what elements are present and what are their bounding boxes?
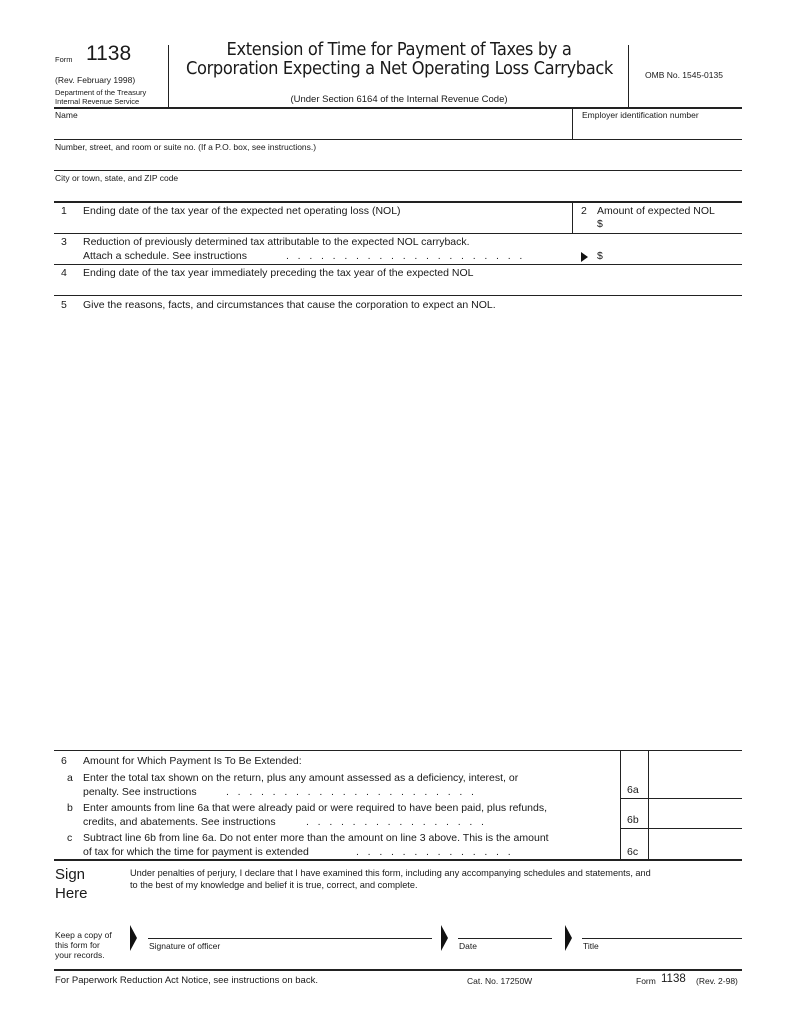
footer-form-number: 1138 bbox=[661, 973, 686, 985]
line-1-text: Ending date of the tax year of the expected net operating loss (NOL) bbox=[83, 205, 401, 217]
line-2-dollar: $ bbox=[597, 218, 603, 230]
title-input[interactable] bbox=[582, 922, 738, 936]
street-label: Number, street, and room or suite no. (If a P.O. box, see instructions.) bbox=[55, 142, 317, 152]
footer-form-word: Form bbox=[636, 976, 656, 986]
catalog-number: Cat. No. 17250W bbox=[467, 976, 533, 986]
irs-line: Internal Revenue Service bbox=[55, 97, 140, 106]
line-5-textarea[interactable] bbox=[83, 318, 733, 738]
street-input[interactable] bbox=[58, 154, 738, 168]
line-6a-text-2: penalty. See instructions bbox=[83, 786, 197, 798]
omb-number: OMB No. 1545-0135 bbox=[645, 70, 723, 80]
line-4-input[interactable] bbox=[83, 281, 583, 294]
form-word: Form bbox=[55, 55, 73, 64]
line-3-arrow-icon bbox=[581, 252, 588, 262]
here-label: Here bbox=[55, 885, 88, 902]
footer-revision: (Rev. 2-98) bbox=[696, 976, 738, 986]
revision-date: (Rev. February 1998) bbox=[55, 75, 136, 85]
paperwork-notice: For Paperwork Reduction Act Notice, see instructions on back. bbox=[55, 975, 318, 986]
form-title-line2: Corporation Expecting a Net Operating Loss Carryback bbox=[186, 59, 613, 79]
line-6b-leader: . . . . . . . . . . . . . . . . bbox=[306, 816, 484, 828]
perjury-statement-2: to the best of my knowledge and belief it is true, correct, and complete. bbox=[130, 880, 418, 890]
form-title-line1: Extension of Time for Payment of Taxes by a bbox=[226, 40, 572, 60]
box-6a-label: 6a bbox=[627, 784, 639, 796]
title-label: Title bbox=[583, 941, 599, 951]
line-2-number: 2 bbox=[581, 205, 587, 217]
name-input[interactable] bbox=[58, 122, 563, 136]
line-6-heading: Amount for Which Payment Is To Be Extended: bbox=[83, 755, 302, 767]
ein-input[interactable] bbox=[582, 122, 737, 136]
form-number: 1138 bbox=[86, 42, 132, 65]
line-6b-text: Enter amounts from line 6a that were already paid or were required to have been paid, plus refunds, bbox=[83, 802, 548, 814]
keep-copy-note: Keep a copy of this form for your records. bbox=[55, 930, 112, 960]
line-6c-text-2: of tax for which the time for payment is extended bbox=[83, 846, 309, 858]
line-3-number: 3 bbox=[61, 236, 67, 248]
line-6b-input[interactable] bbox=[652, 814, 738, 827]
date-input[interactable] bbox=[458, 922, 550, 936]
box-6c-label: 6c bbox=[627, 846, 639, 858]
line-5-number: 5 bbox=[61, 299, 67, 311]
box-6b-label: 6b bbox=[627, 814, 639, 826]
line-6a-input[interactable] bbox=[652, 784, 738, 797]
line-3-text-2: Attach a schedule. See instructions bbox=[83, 250, 248, 262]
line-3-text: Reduction of previously determined tax attributable to the expected NOL carryback. bbox=[83, 236, 470, 248]
line-6c-text: Subtract line 6b from line 6a. Do not enter more than the amount on line 3 above. This is the amount bbox=[83, 832, 549, 844]
city-input[interactable] bbox=[58, 185, 738, 199]
title-arrow-icon bbox=[565, 925, 572, 951]
line-6a-letter: a bbox=[67, 772, 73, 784]
line-6a-text: Enter the total tax shown on the return, plus any amount assessed as a deficiency, interest, or bbox=[83, 772, 519, 784]
line-4-text: Ending date of the tax year immediately preceding the tax year of the expected NOL bbox=[83, 267, 474, 279]
line-1-input[interactable] bbox=[460, 217, 565, 230]
line-2-input[interactable] bbox=[608, 218, 738, 231]
line-3-dollar: $ bbox=[597, 250, 603, 262]
sign-arrow-icon bbox=[130, 925, 137, 951]
signature-input[interactable] bbox=[148, 922, 430, 936]
perjury-statement: Under penalties of perjury, I declare that I have examined this form, including any accompanying schedules and statements, and bbox=[130, 868, 651, 878]
date-label: Date bbox=[459, 941, 477, 951]
city-label: City or town, state, and ZIP code bbox=[55, 173, 179, 183]
line-2-text: Amount of expected NOL bbox=[597, 205, 715, 217]
department-line: Department of the Treasury bbox=[55, 88, 147, 97]
line-6a-leader: . . . . . . . . . . . . . . . . . . . . . . bbox=[226, 786, 474, 798]
line-6-number: 6 bbox=[61, 755, 67, 767]
line-6c-letter: c bbox=[67, 832, 73, 844]
line-6b-letter: b bbox=[67, 802, 73, 814]
ein-label: Employer identification number bbox=[582, 110, 699, 120]
line-5-text: Give the reasons, facts, and circumstances that cause the corporation to expect an NOL. bbox=[83, 299, 496, 311]
name-label: Name bbox=[55, 110, 78, 120]
line-3-leader: . . . . . . . . . . . . . . . . . . . . . bbox=[286, 250, 523, 262]
line-1-number: 1 bbox=[61, 205, 67, 217]
line-6c-input[interactable] bbox=[652, 844, 738, 857]
signature-label: Signature of officer bbox=[149, 941, 221, 951]
line-4-number: 4 bbox=[61, 267, 67, 279]
line-3-input[interactable] bbox=[608, 250, 738, 263]
line-6b-text-2: credits, and abatements. See instructions bbox=[83, 816, 276, 828]
line-6c-leader: . . . . . . . . . . . . . . bbox=[356, 846, 511, 858]
sign-label: Sign bbox=[55, 866, 86, 883]
form-subtitle: (Under Section 6164 of the Internal Revenue Code) bbox=[290, 94, 508, 105]
date-arrow-icon bbox=[441, 925, 448, 951]
